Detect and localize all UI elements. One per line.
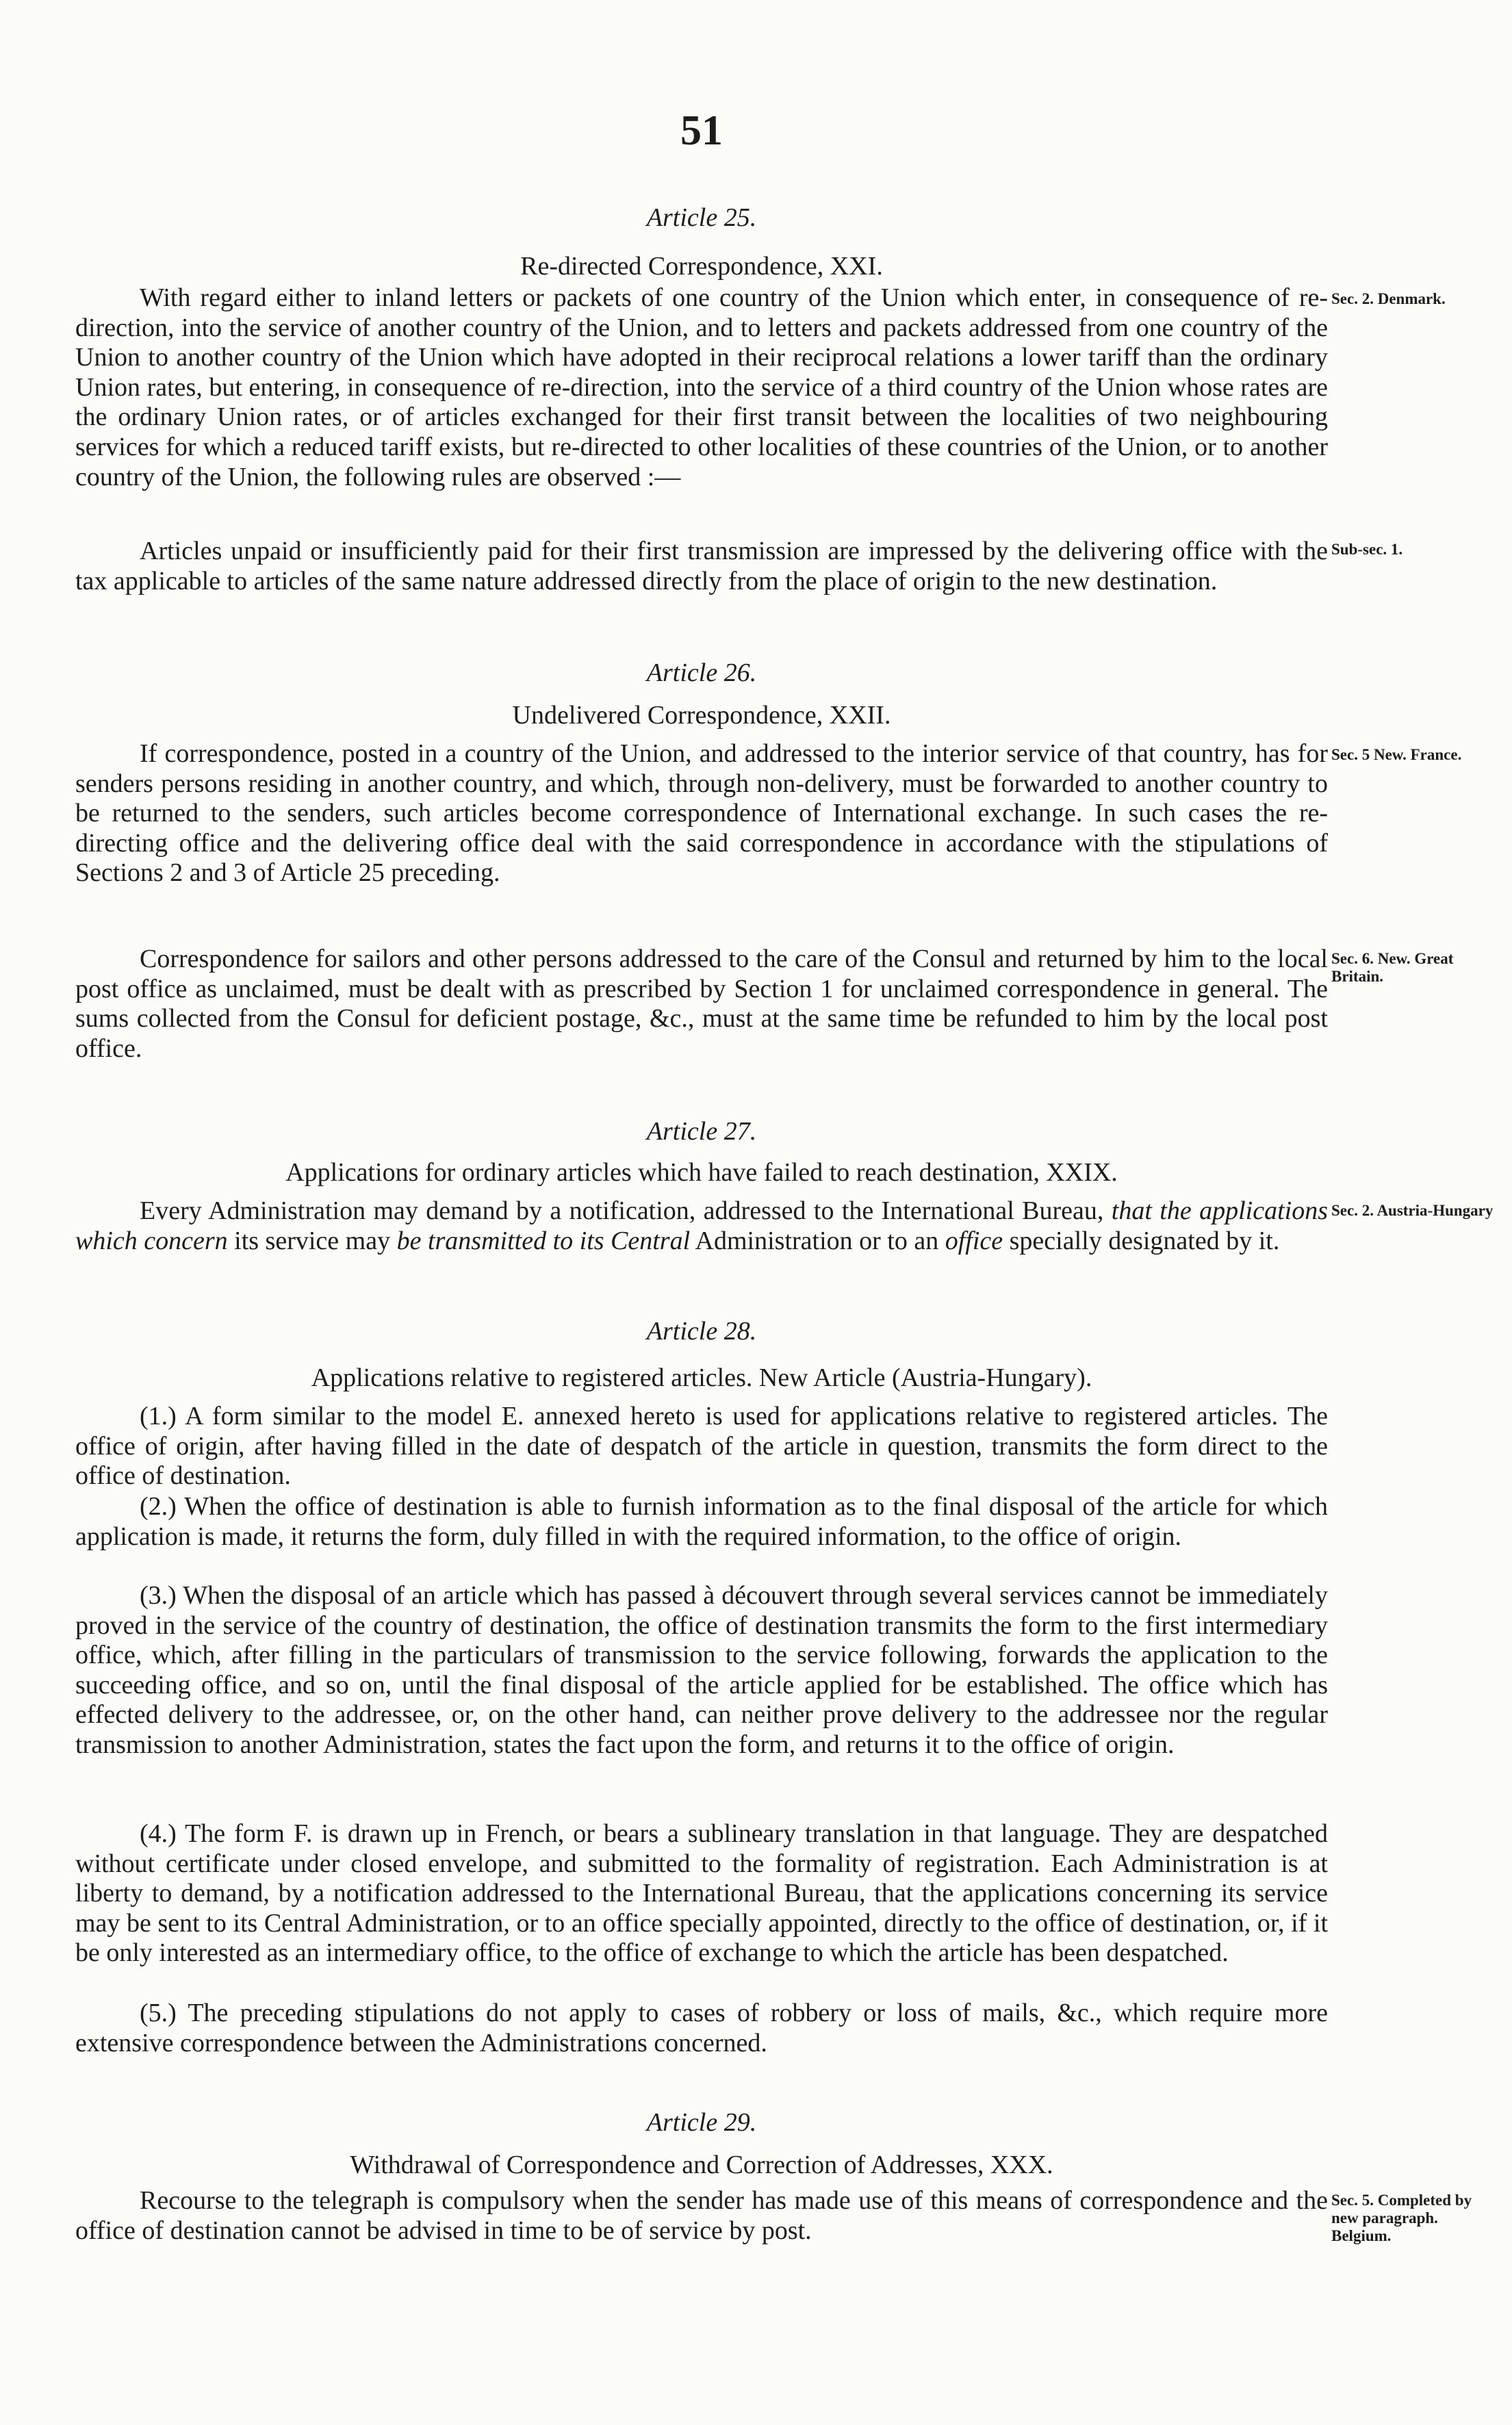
article-25-paragraph-1: With regard either to inland letters or packets of one country of the Union which enter, in consequence of re-direction, into the service of another country of the Union, and to letters and packets addressed from one country of the Union to another country of the Union which have adopted in their reciprocal relations a lower tariff than the ordinary Union rates, but entering, in consequence of re-direction, into the service of a third country of the Union whose rates are the ordinary Union rates, or of articles exchanged for their first transit between the localities of two neighbouring services for which a reduced tariff exists, but re-directed to other localities of these countries of the Union, or to another country of the Union, the following rules are observed :— xyxy=(75,283,1328,491)
article-29-paragraph-1: Recourse to the telegraph is compulsory when the sender has made use of this means of correspondence and the office of destination cannot be advised in time to be of service by post. xyxy=(75,2186,1328,2245)
article-27-heading: Applications for ordinary articles which have failed to reach destination, XXIX. xyxy=(285,1158,1118,1187)
margin-note: Sec. 6. New. Great Britain. xyxy=(1331,950,1454,985)
margin-note: Sec. 2. Austria-Hungary xyxy=(1331,1202,1494,1219)
article-25-heading: Re-directed Correspondence, XXI. xyxy=(520,252,883,281)
article-28-title: Article 28. xyxy=(646,1317,757,1346)
article-28-paragraph-4: (4.) The form F. is drawn up in French, or bears a sublineary translation in that language. They are despatched without certificate under closed envelope, and submitted to the formality of registration. Each Administration is at liberty to demand, by a notification addressed to the International Bureau, that the applications concerning its service may be sent to its Central Administration, or to an office specially appointed, directly to the office of destination, or, if it be only interested as an intermediary office, to the office of exchange to which the article has been despatched. xyxy=(75,1819,1328,1968)
article-26-paragraph-2: Correspondence for sailors and other persons addressed to the care of the Consul and returned by him to the local post office as unclaimed, must be dealt with as prescribed by Section 1 for unclaimed correspondence in general. The sums collected from the Consul for deficient postage, &c., must at the same time be refunded to him by the local post office. xyxy=(75,945,1328,1063)
article-25-paragraph-2: Articles unpaid or insufficiently paid for their first transmission are impressed by the delivering office with the tax applicable to articles of the same nature addressed directly from the place of origin to the new destination. xyxy=(75,537,1328,595)
article-29-heading: Withdrawal of Correspondence and Correction of Addresses, XXX. xyxy=(350,2151,1053,2179)
article-27-title: Article 27. xyxy=(646,1117,757,1146)
article-29-title: Article 29. xyxy=(646,2108,757,2137)
article-26-paragraph-1: If correspondence, posted in a country of the Union, and addressed to the interior service of that country, has for senders persons residing in another country, and which, through non-delivery, must be forwarded to another country to be returned to the senders, such articles become correspondence of International exchange. In such cases the re-directing office and the delivering office deal with the said correspondence in accordance with the stipulations of Sections 2 and 3 of Article 25 preceding. xyxy=(75,739,1328,888)
margin-note: Sec. 2. Denmark. xyxy=(1331,290,1446,307)
article-25-title: Article 25. xyxy=(646,203,757,232)
page-number: 51 xyxy=(680,107,723,154)
margin-note: Sub-sec. 1. xyxy=(1331,541,1403,558)
article-26-heading: Undelivered Correspondence, XXII. xyxy=(512,701,891,730)
article-28-heading: Applications relative to registered articles. New Article (Austria-Hungary). xyxy=(311,1363,1092,1392)
article-28-paragraph-3: (3.) When the disposal of an article which has passed à découvert through several services cannot be immediately proved in the service of the country of destination, the office of destination transmits the form to the first intermediary office, which, after filling in the particulars of transmission to the service following, forwards the application to the succeeding office, and so on, until the final disposal of the article applied for be established. The office which has effected delivery to the addressee, or, on the other hand, can neither prove delivery to the addressee nor the regular transmission to another Administration, states the fact upon the form, and returns it to the office of origin. xyxy=(75,1581,1328,1759)
margin-note: Sec. 5. Completed by new paragraph. Belgium. xyxy=(1331,2192,1472,2244)
article-27-paragraph-1: Every Administration may demand by a notification, addressed to the International Bureau, that the applications which concern its service may be transmitted to its Central Administration or to an office specially designated by it. xyxy=(75,1196,1328,1255)
article-28-paragraph-1: (1.) A form similar to the model E. annexed hereto is used for applications relative to registered articles. The office of origin, after having filled in the date of despatch of the article in question, transmits the form direct to the office of destination. xyxy=(75,1402,1328,1491)
article-26-title: Article 26. xyxy=(646,658,757,687)
article-28-paragraph-5: (5.) The preceding stipulations do not apply to cases of robbery or loss of mails, &c., which require more extensive correspondence between the Administrations concerned. xyxy=(75,1999,1328,2057)
article-28-paragraph-2: (2.) When the office of destination is able to furnish information as to the final disposal of the article for which application is made, it returns the form, duly filled in with the required information, to the office of origin. xyxy=(75,1492,1328,1551)
margin-note: Sec. 5 New. France. xyxy=(1331,746,1462,763)
